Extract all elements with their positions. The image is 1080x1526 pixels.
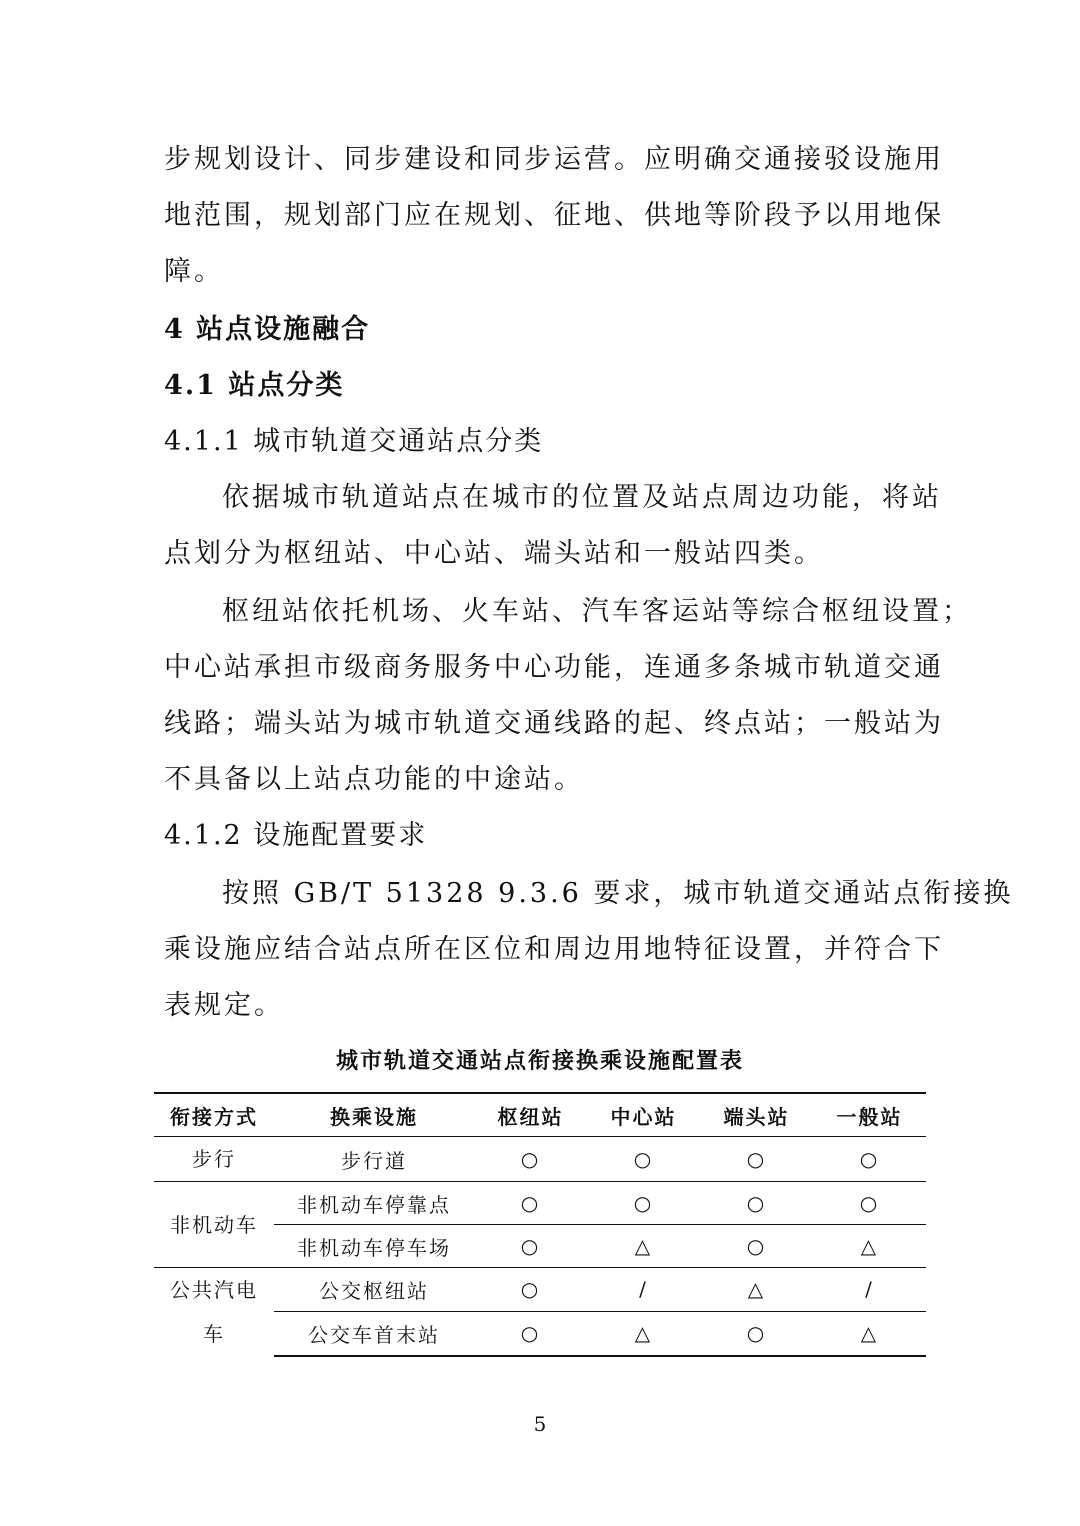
body-line: 依据城市轨道站点在城市的位置及站点周边功能，将站 xyxy=(222,482,942,513)
mode-cell: 非机动车 xyxy=(154,1182,274,1268)
mark-cell: ○ xyxy=(813,1182,926,1225)
table-caption: 城市轨道交通站点衔接换乘设施配置表 xyxy=(335,1048,744,1074)
mark-cell: ○ xyxy=(633,1147,654,1171)
mark-cell: ○ xyxy=(700,1311,813,1356)
body-line: 线路；端头站为城市轨道交通线路的起、终点站；一般站为 xyxy=(164,708,944,739)
body-line: 不具备以上站点功能的中途站。 xyxy=(164,764,584,795)
table-row xyxy=(154,1268,926,1312)
header-cell: 一般站 xyxy=(813,1093,926,1137)
mark-cell: ○ xyxy=(700,1225,813,1268)
header-cell: 中心站 xyxy=(587,1093,700,1137)
facility-cell: 非机动车停车场 xyxy=(274,1225,474,1268)
section-heading-4: 4 站点设施融合 xyxy=(164,314,371,345)
section-heading-4-1-1: 4.1.1 城市轨道交通站点分类 xyxy=(164,426,544,457)
body-line: 地范围，规划部门应在规划、征地、供地等阶段予以用地保 xyxy=(164,200,944,231)
body-line: 枢纽站依托机场、火车站、汽车客运站等综合枢纽设置； xyxy=(222,596,972,627)
mode-cell xyxy=(154,1268,274,1357)
mark-cell: ○ xyxy=(474,1311,587,1356)
mode-cell-line: 车 xyxy=(203,1322,225,1346)
header-cell: 衔接方式 xyxy=(154,1093,274,1137)
facility-cell: 非机动车停靠点 xyxy=(274,1182,474,1225)
table-row xyxy=(154,1137,926,1182)
mark-cell: △ xyxy=(813,1225,926,1268)
section-heading-4-1: 4.1 站点分类 xyxy=(164,370,345,401)
body-line: 步规划设计、同步建设和同步运营。应明确交通接驳设施用 xyxy=(164,144,944,175)
mark-cell: △ xyxy=(700,1268,813,1312)
header-cell: 端头站 xyxy=(700,1093,813,1137)
mark-cell: △ xyxy=(813,1311,926,1356)
page-number: 5 xyxy=(533,1412,547,1436)
header-cell: 换乘设施 xyxy=(274,1093,474,1137)
mark-cell: ○ xyxy=(474,1225,587,1268)
facility-cell: 步行道 xyxy=(341,1148,407,1173)
section-heading-4-1-2: 4.1.2 设施配置要求 xyxy=(164,820,428,851)
table-header-row xyxy=(154,1093,926,1137)
facility-cell: 公交车首末站 xyxy=(274,1311,474,1356)
mark-cell: △ xyxy=(587,1311,700,1356)
table-row xyxy=(154,1182,926,1225)
mark-cell: ○ xyxy=(474,1268,587,1312)
mark-cell: / xyxy=(813,1268,926,1312)
body-line: 表规定。 xyxy=(164,990,284,1021)
body-line: 点划分为枢纽站、中心站、端头站和一般站四类。 xyxy=(164,538,824,569)
facility-cell: 公交枢纽站 xyxy=(274,1268,474,1312)
header-cell: 枢纽站 xyxy=(474,1093,587,1137)
mode-cell: 步行 xyxy=(192,1147,236,1171)
mark-cell: ○ xyxy=(587,1182,700,1225)
mark-cell: ○ xyxy=(746,1147,767,1171)
mark-cell: ○ xyxy=(859,1147,880,1171)
body-line: 按照 GB/T 51328 9.3.6 要求，城市轨道交通站点衔接换 xyxy=(222,878,1014,909)
body-line: 障。 xyxy=(164,256,224,287)
mark-cell: ○ xyxy=(700,1182,813,1225)
mark-cell: ○ xyxy=(474,1182,587,1225)
body-line: 中心站承担市级商务服务中心功能，连通多条城市轨道交通 xyxy=(164,652,944,683)
mark-cell: △ xyxy=(587,1225,700,1268)
mode-cell-line: 公共汽电 xyxy=(170,1278,258,1302)
mark-cell: / xyxy=(587,1268,700,1312)
facility-config-table xyxy=(154,1092,926,1357)
body-line: 乘设施应结合站点所在区位和周边用地特征设置，并符合下 xyxy=(164,934,944,965)
mark-cell: ○ xyxy=(520,1147,541,1171)
